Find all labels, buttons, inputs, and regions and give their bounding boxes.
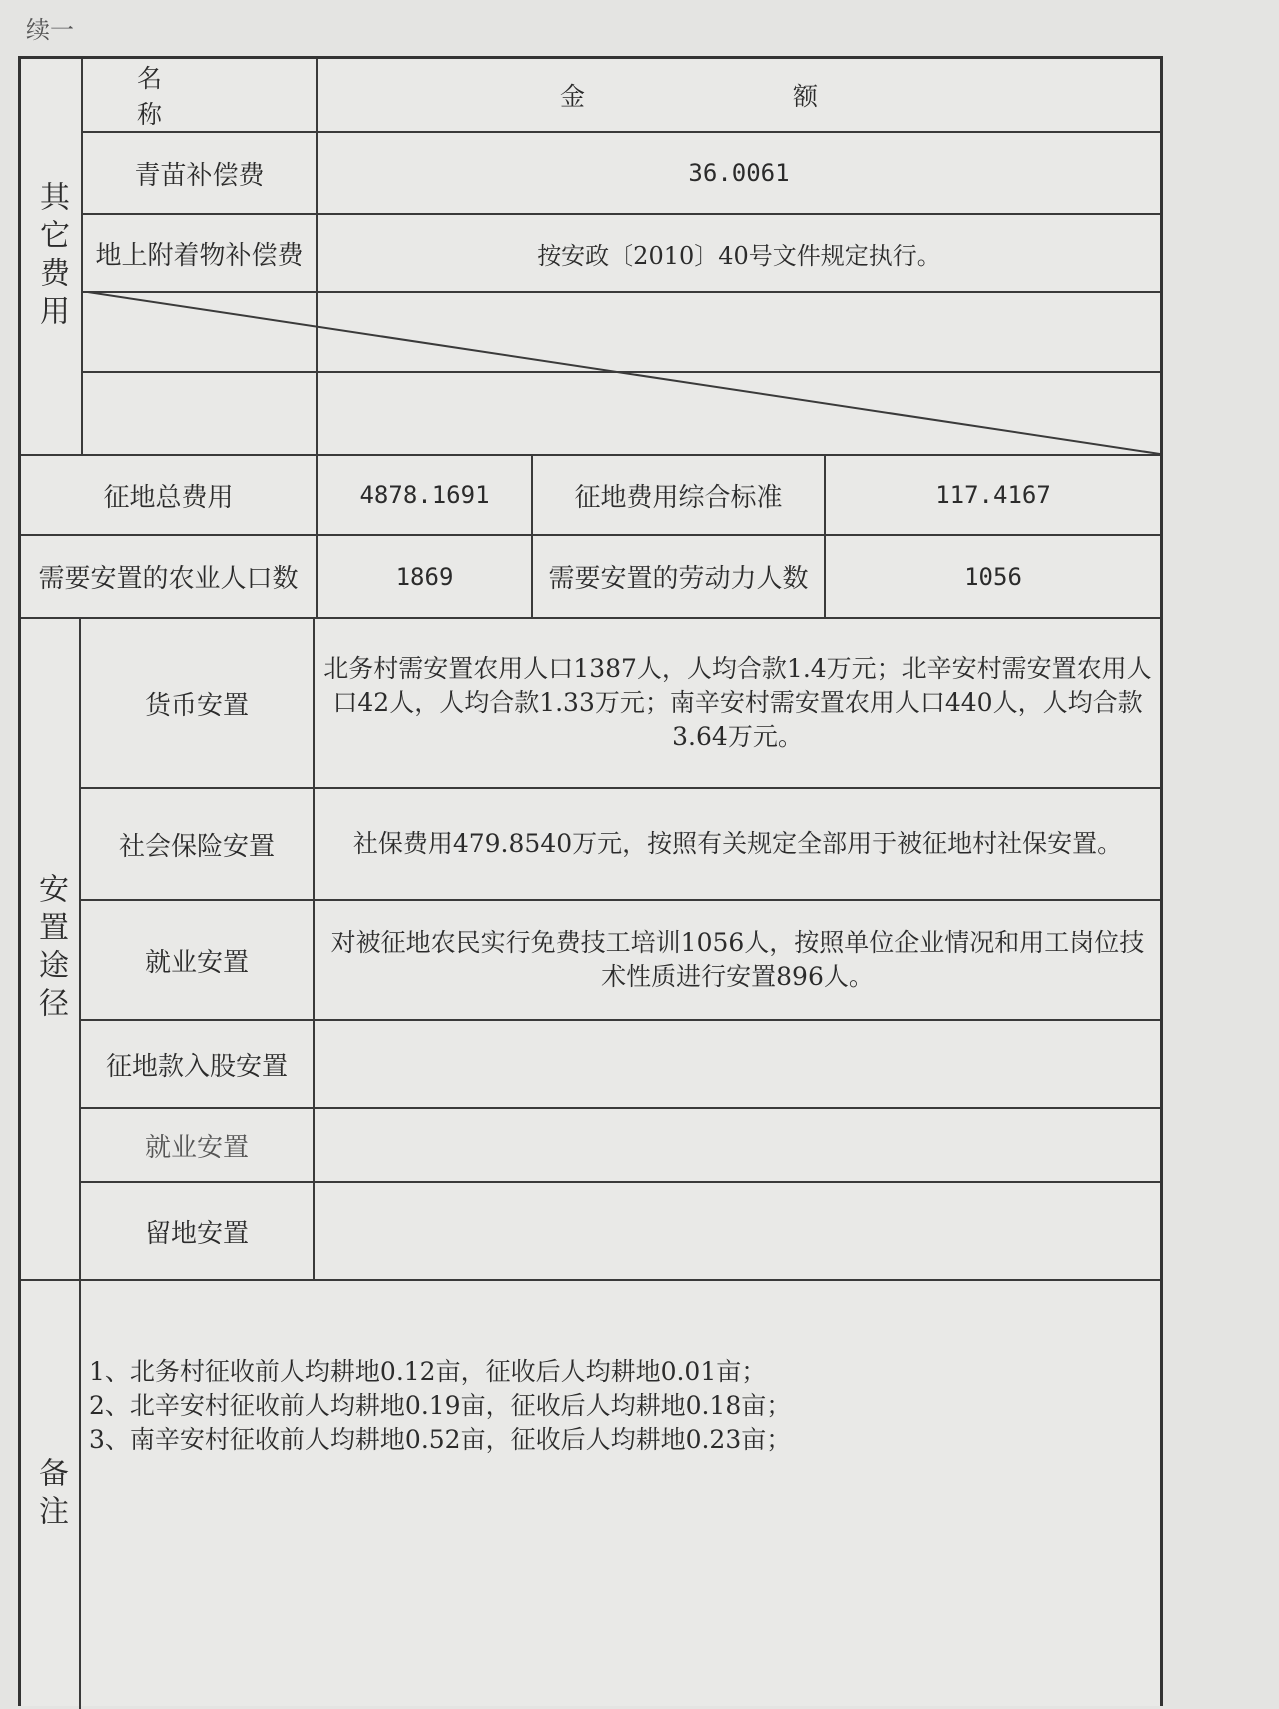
land-acquisition-form: [18, 56, 1163, 1706]
remark-line-1: 1、北务村征收前人均耕地0.12亩，征收后人均耕地0.01亩；: [89, 1357, 767, 1386]
attachment-compensation-value: 按安政〔2010〕40号文件规定执行。: [537, 241, 941, 270]
employment-resettlement-value: 对被征地农民实行免费技工培训1056人，按照单位企业情况和用工岗位技术性质进行安置896人。: [330, 928, 1145, 991]
page-header: 续一: [26, 16, 74, 44]
labor-force-label: 需要安置的劳动力人数: [548, 564, 809, 594]
labor-force-value: 1056: [964, 562, 1022, 591]
remark-line-2: 2、北辛安村征收前人均耕地0.19亩，征收后人均耕地0.18亩；: [89, 1391, 792, 1420]
employment-resettlement-label: 就业安置: [144, 947, 249, 978]
remark-line-3: 3、南辛安村征收前人均耕地0.52亩，征收后人均耕地0.23亩；: [89, 1425, 792, 1454]
agricultural-population-label: 需要安置的农业人口数: [38, 564, 299, 594]
social-insurance-resettlement-value: 社保费用479.8540万元，按照有关规定全部用于被征地村社保安置。: [352, 829, 1123, 858]
attachment-compensation-label: 地上附着物补偿费: [95, 240, 304, 271]
total-cost-value: 4878.1691: [359, 481, 490, 509]
employment-resettlement-2-label: 就业安置: [144, 1132, 249, 1163]
comprehensive-standard-value: 117.4167: [935, 481, 1051, 509]
equity-resettlement-value: [315, 1021, 1160, 1107]
reserved-land-resettlement-value: [315, 1183, 1160, 1279]
total-cost-label: 征地总费用: [103, 482, 234, 513]
reserved-land-resettlement-label: 留地安置: [144, 1218, 249, 1249]
other-fees-section-label: 其它费用: [34, 180, 69, 333]
employment-resettlement-2-value: [315, 1109, 1160, 1181]
social-insurance-resettlement-label: 社会保险安置: [118, 831, 275, 862]
header-amount-cell: [318, 59, 1160, 131]
header-name: 名 称: [136, 64, 262, 129]
resettlement-section-label: 安置途径: [33, 873, 68, 1025]
header-name-cell: [83, 59, 316, 131]
monetary-resettlement-value: 北务村需安置农用人口1387人，人均合款1.4万元；北辛安村需安置农用人口42人，人均合款1.33万元；南辛安村需安置农用人口440人，人均合款3.64万元。: [323, 654, 1152, 751]
comprehensive-standard-label: 征地费用综合标准: [574, 482, 783, 513]
remarks-content: [89, 1355, 1149, 1457]
seedling-compensation-value: 36.0061: [688, 159, 790, 187]
remarks-section-label: 备注: [33, 1457, 68, 1533]
seedling-compensation-label: 青苗补偿费: [134, 160, 265, 191]
monetary-resettlement-label: 货币安置: [144, 690, 249, 721]
agricultural-population-value: 1869: [395, 562, 454, 591]
equity-resettlement-label: 征地款入股安置: [105, 1051, 288, 1082]
header-amount: 金 额: [560, 82, 918, 111]
void-diagonal-line: [81, 291, 1160, 454]
